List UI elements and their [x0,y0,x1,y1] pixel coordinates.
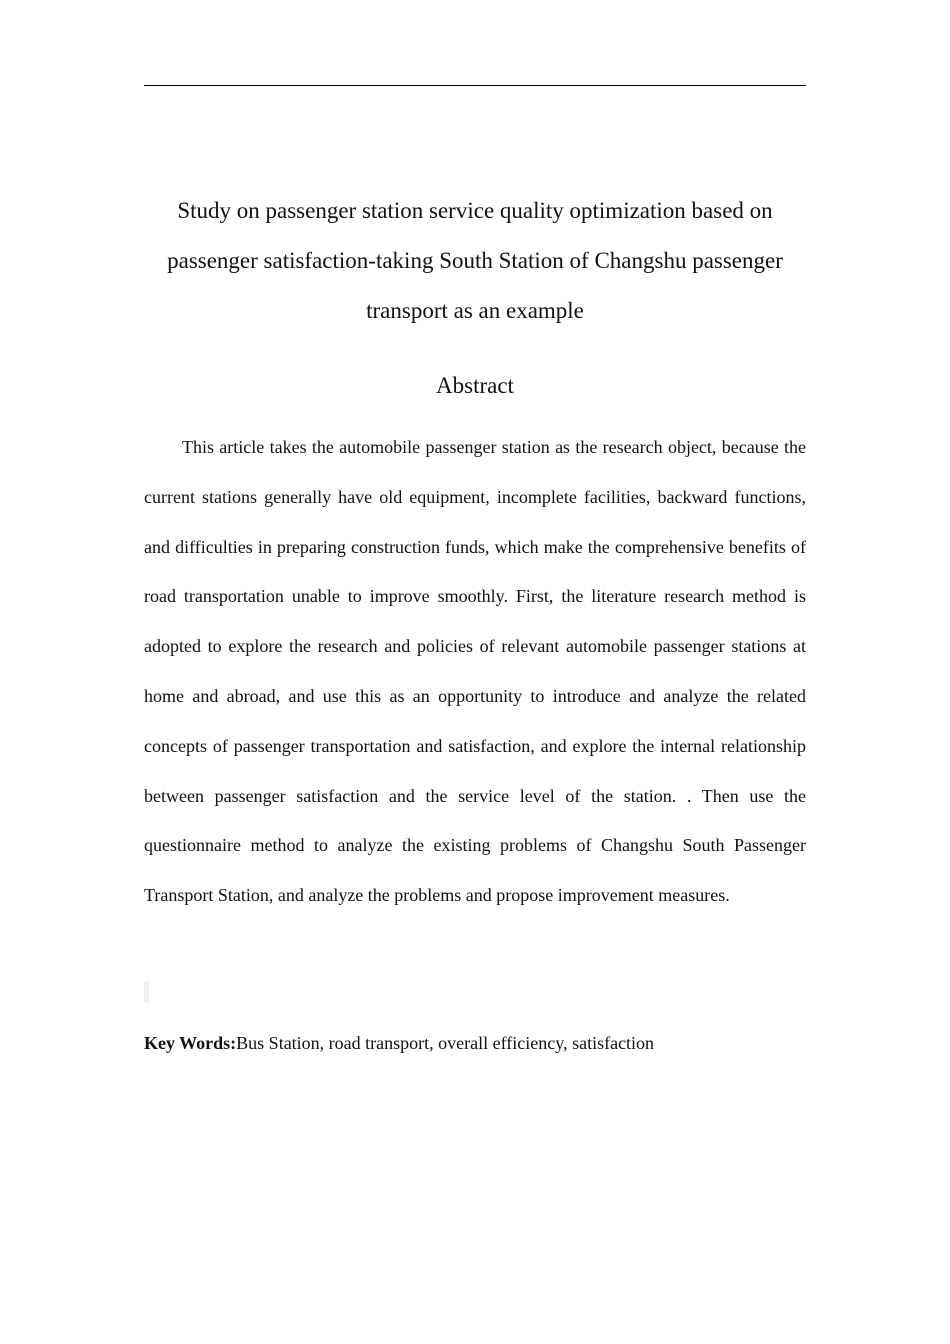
header-rule [144,85,806,86]
abstract-heading: Abstract [436,373,514,398]
keywords-label: Key Words: [144,1033,237,1053]
keywords-line [144,1029,806,1057]
text-cursor-marker [144,981,149,1003]
keywords-value: Bus Station, road transport, overall efficiency, satisfaction [236,1033,655,1053]
abstract-body: This article takes the automobile passenger station as the research object, because the current stations generally have old equipment, incomplete facilities, backward functions, and difficulties in preparing construction funds, which make the comprehensive benefits of road transportation unable to improve smoothly. First, the literature research method is adopted to explore the research and policies of relevant automobile passenger stations at home and abroad, and use this as an opportunity to introduce and analyze the related concepts of passenger transportation and satisfaction, and explore the internal relationship between passenger satisfaction and the service level of the station. . Then use the questionnaire method to analyze the existing problems of Changshu South Passenger Transport Station, and analyze the problems and propose improvement measures. [144,437,806,906]
paper-title: Study on passenger station service quality optimization based on passenger satisfaction-taking South Station of Changshu passenger transport as an example [167,198,783,323]
